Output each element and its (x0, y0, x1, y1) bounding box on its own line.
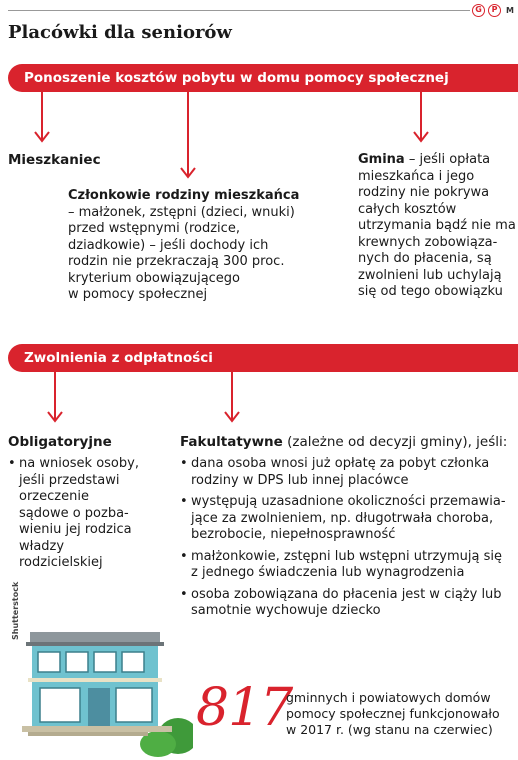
roof-edge (26, 642, 164, 646)
logo-p-icon: P (488, 4, 501, 17)
window-icon (94, 652, 116, 672)
shopfront-window-icon (116, 688, 152, 722)
publisher-logos (472, 4, 514, 17)
gmina-line-7: zwolnieni lub uchylają (358, 267, 502, 283)
rodzina-block (68, 188, 318, 304)
arrow-to-rodzina (181, 92, 195, 177)
stat-line-3: w 2017 r. (wg stanu na czerwiec) (286, 722, 493, 737)
fakultatywne-suffix: (zależne od decyzji gminy), jeśli: (282, 434, 508, 450)
list-item (180, 549, 518, 582)
fak-line: z jednego świadczenia lub wynagrodzenia (191, 565, 465, 580)
gmina-line-4: utrzymania bądź nie ma (358, 218, 516, 233)
top-rule (8, 10, 470, 11)
gmina-line-3: całych kosztów (358, 201, 457, 217)
section-costs-header: Ponoszenie kosztów pobytu w domu pomocy społecznej (8, 64, 518, 92)
obl-line: jeśli przedstawi (19, 472, 120, 488)
window-icon (38, 652, 60, 672)
heading-rodzina: Członkowie rodziny mieszkańca (68, 188, 300, 203)
logo-g-icon: G (472, 4, 485, 17)
stat-description (286, 690, 518, 738)
list-item (180, 587, 518, 620)
window-icon (122, 652, 144, 672)
heading-mieszkaniec: Mieszkaniec (8, 152, 101, 168)
obl-line: władzy (19, 538, 65, 554)
arrow-to-fakultatywne (225, 372, 239, 421)
fak-line: jące za zwolnieniem, np. długotrwała choroba, (191, 510, 494, 526)
rodzina-line-4: rodzin nie przekraczają 300 proc. (68, 254, 285, 269)
fak-line: • występują uzasadnione okoliczności przemawia- (191, 494, 506, 509)
window-icon (66, 652, 88, 672)
obl-line: orzeczenie (19, 489, 89, 504)
gmina-line-0: – jeśli opłata (404, 152, 491, 167)
obligatoryjne-list (8, 456, 173, 577)
gmina-line-8: się od tego obowiązku (358, 284, 503, 299)
fakultatywne-heading-line (180, 434, 518, 451)
gmina-line-2: rodziny nie pokrywa (358, 185, 490, 200)
door-icon (88, 688, 110, 726)
arrow-to-mieszkaniec (35, 92, 49, 141)
heading-gmina: Gmina (358, 152, 405, 167)
obl-line: sądowe o pozba- (19, 505, 129, 521)
arrow-to-gmina (414, 92, 428, 141)
arrow-to-obligatoryjne (48, 372, 62, 421)
obl-line: • na wniosek osoby, (19, 456, 139, 471)
rodzina-line-2: przed wstępnymi (rodzice, (68, 221, 240, 236)
heading-obligatoryjne: Obligatoryjne (8, 434, 112, 450)
ledge (28, 678, 162, 682)
heading-fakultatywne: Fakultatywne (180, 434, 283, 450)
rodzina-line-1: – małżonek, zstępni (dzieci, wnuki) (68, 204, 295, 220)
rodzina-line-5: kryterium obowiązującego (68, 270, 241, 286)
fak-line: bezrobocie, niepełnosprawność (191, 527, 396, 542)
steps (28, 732, 148, 736)
stat-line-2: pomocy społecznej funkcjonowało (286, 706, 500, 721)
gmina-first-line (358, 152, 518, 169)
shopfront-window-icon (40, 688, 80, 722)
page-title: Placówki dla seniorów (8, 22, 232, 43)
gmina-line-1: mieszkańca i jego (358, 168, 475, 184)
gmina-line-5: krewnych zobowiąza- (358, 234, 498, 250)
list-item (8, 456, 173, 572)
logo-m-icon: M (506, 6, 514, 15)
rodzina-line-3: dziadkowie) – jeśli dochody ich (68, 237, 269, 253)
ground (22, 726, 172, 732)
fak-line: • małżonkowie, zstępni lub wstępni utrzymują się (191, 548, 502, 564)
fak-line: • dana osoba wnosi już opłatę za pobyt członka (191, 456, 490, 471)
obl-line: wieniu jej rodzica (19, 522, 132, 537)
section-exemptions-header: Zwolnienia z odpłatności (8, 344, 518, 372)
building-illustration (8, 618, 193, 760)
obl-line: rodzicielskiej (19, 555, 103, 570)
fak-line: rodziny w DPS lub innej placówce (191, 472, 409, 488)
fak-line: • osoba zobowiązana do płacenia jest w ciąży lub (191, 586, 502, 602)
stat-value: 817 (196, 678, 293, 738)
gmina-line-6: nych do płacenia, są (358, 251, 492, 266)
list-item (180, 494, 518, 544)
list-item (180, 456, 518, 489)
rodzina-line-6: w pomocy społecznej (68, 287, 208, 302)
stat-line-1: gminnych i powiatowych domów (286, 690, 491, 705)
fakultatywne-list (180, 456, 518, 625)
fak-line: samotnie wychowuje dziecko (191, 603, 381, 618)
photo-credit: Shutterstock (11, 581, 20, 640)
gmina-block (358, 152, 518, 301)
